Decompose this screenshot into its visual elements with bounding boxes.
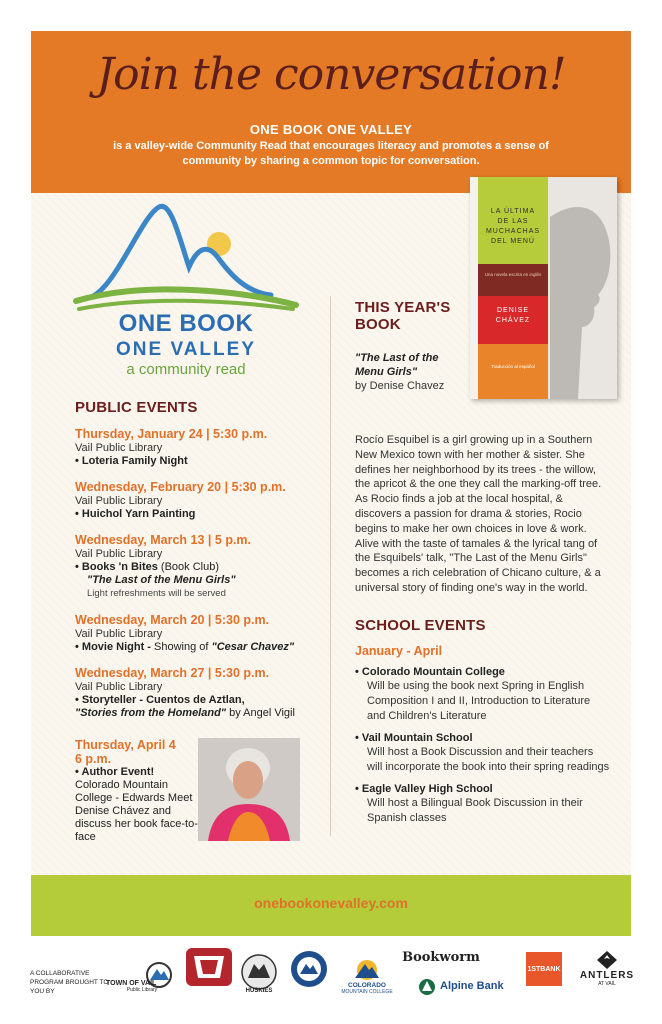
event-film-title: "Cesar Chavez" [211,641,295,653]
program-name: ONE BOOK ONE VALLEY [249,122,413,137]
town-of-vail-sub: Public Library [126,987,158,993]
event-title: • Huichol Yarn Painting [75,508,196,520]
school-item [355,665,610,724]
school-item [355,782,610,826]
logo-line-one-valley: ONE VALLEY [116,339,256,360]
event-title [75,766,205,779]
town-of-vail-label: TOWN OF VAIL [106,980,157,987]
script-title: Join the conversation! [96,49,566,100]
event-title-bold: • Movie Night - [75,641,155,653]
event-time: 6 p.m. [75,752,112,766]
crest-icon [186,948,232,986]
school-item [355,731,610,775]
event-date: Wednesday, February 20 | 5:30 p.m. [75,480,286,494]
book-title: Menu Girls" [355,366,418,378]
antlers-label: ANTLERS [579,970,635,981]
school-crest-logo [186,948,232,986]
event [75,613,315,654]
alpine-tree-icon [418,978,436,996]
book-title: "The Last of the [355,352,439,364]
town-of-vail-logo [106,962,178,993]
event-date: Wednesday, March 27 | 5:30 p.m. [75,666,270,680]
author-event-title: • Author Event! [75,766,155,778]
this-years-book-heading: THIS YEAR'S [355,299,451,316]
event-title-note: (Book Club) [157,561,220,573]
event-date: Wednesday, March 20 | 5:30 p.m. [75,613,270,627]
cmc-label: COLORADO [348,982,386,989]
author-photo [198,738,300,841]
column-divider [330,296,331,836]
event [75,427,315,468]
antlers-logo [578,950,636,987]
alpine-bank-logo [418,978,516,998]
school-description: Will be using the book next Spring in English Composition I and II, Introduction to Literature and Children's Literature [367,680,591,722]
antlers-sub-label: AT VAIL [598,981,616,987]
program-description: is a valley-wide Community Read that encourages literacy and promotes a sense of community by sharing a common topic for conversation. [113,140,549,167]
event-title-bold: • Books 'n Bites [75,561,158,573]
event [75,533,315,601]
cover-title-line: DE LAS [497,218,529,225]
seal-icon [290,950,328,988]
school-events-heading: SCHOOL EVENTS [355,617,486,634]
cover-subtitle-band: Una novela escrita en inglés [478,264,548,296]
public-events [75,399,315,720]
sponsor-strip [0,940,662,1024]
event-title [75,561,315,574]
cover-title-line: LA ÚLTIMA [490,208,536,215]
husky-icon [240,954,278,990]
cmc-emblem-icon [352,958,382,982]
this-years-book-heading: BOOK [355,316,401,333]
event-subtitle [75,707,315,720]
event-title: • Storyteller - Cuentos de Aztlan, [75,694,245,706]
logo-line-one-book: ONE BOOK [118,310,254,337]
event-book-title: "The Last of the Menu Girls" [87,574,236,586]
huskies-label: HUSKIES [245,988,273,994]
event-title-note: Showing of [154,641,212,653]
footer-bar [31,875,631,936]
cover-title-line: DEL MENÚ [491,238,535,245]
bookworm-logo: Bookworm [402,950,480,965]
school-events [355,617,610,826]
alpine-bank-label: Alpine Bank [440,980,504,992]
event-date: Thursday, April 4 [75,738,176,752]
event-description: Colorado Mountain College - Edwards Meet Denise Chávez and discuss her book face-to-face [75,779,198,843]
first-bank-logo: 1STBANK [526,952,562,986]
author-event [75,738,205,844]
event-title: • Loteria Family Night [75,455,188,467]
colorado-mountain-college-logo [336,958,398,995]
antlers-diamond-icon [596,950,618,970]
author-portrait-image [198,738,300,841]
school-name: • Eagle Valley High School [355,783,493,795]
school-name: • Vail Mountain School [355,732,473,744]
school-description: Will host a Bilingual Book Discussion in their Spanish classes [367,797,583,824]
school-events-range: January - April [355,644,443,658]
cmc-sub-label: MOUNTAIN COLLEGE [341,989,393,995]
book-author: by Denise Chavez [355,380,445,392]
school-name: • Colorado Mountain College [355,666,505,678]
logo-tagline: a community read [126,361,246,378]
event-note: Light refreshments will be served [87,588,226,599]
huskies-logo [238,954,280,994]
cover-author-line: DENISE [496,307,530,314]
school-description: Will host a Book Discussion and their teachers will incorporate the book into their spring readings [367,746,610,773]
event-place: Vail Public Library [75,442,163,454]
public-events-heading: PUBLIC EVENTS [75,399,198,416]
this-years-book [355,299,605,393]
event-place: Vail Public Library [75,681,163,693]
collaborative-note: A COLLABORATIVE PROGRAM BROUGHT TO YOU BY [30,970,109,995]
event-storyteller: by Angel Vigil [226,707,295,719]
event-place: Vail Public Library [75,628,163,640]
poster [31,31,631,936]
cover-tagline-band: Traducción al español [478,344,548,399]
cover-title-line: MUCHACHAS [485,228,541,235]
event-date: Thursday, January 24 | 5:30 p.m. [75,427,268,441]
mountain-logo-icon [71,197,301,312]
book-synopsis: Rocío Esquibel is a girl growing up in a Southern New Mexico town with her mother & sister. She defines her neighborhood by its trees - the willow, the apricot & the one they call the marking-off tree. As Rocio finds a job at the local hospital, & discovers a passion for drama & stories, Rocio begins to make her own choices in love & work. Alive with the taste of tamales & the lyrical tang of the Esquibels' talk, "The Last of the Menu Girls" becomes a rich celebration of Chicano culture, & a universal story of finding one's way in the world. [355,434,602,594]
cover-author-line: CHÁVEZ [495,317,531,324]
event-date: Wednesday, March 13 | 5 p.m. [75,533,252,547]
event-story-title: "Stories from the Homeland" [75,707,227,719]
website-link[interactable]: onebookonevalley.com [254,895,408,911]
event-place: Vail Public Library [75,548,163,560]
event-place: Vail Public Library [75,495,163,507]
school-seal-logo [290,950,328,993]
cover-title-band [478,177,548,264]
event [75,666,315,720]
event-title [75,641,315,654]
one-book-logo [71,197,301,382]
header-banner [31,31,631,193]
event [75,480,315,521]
